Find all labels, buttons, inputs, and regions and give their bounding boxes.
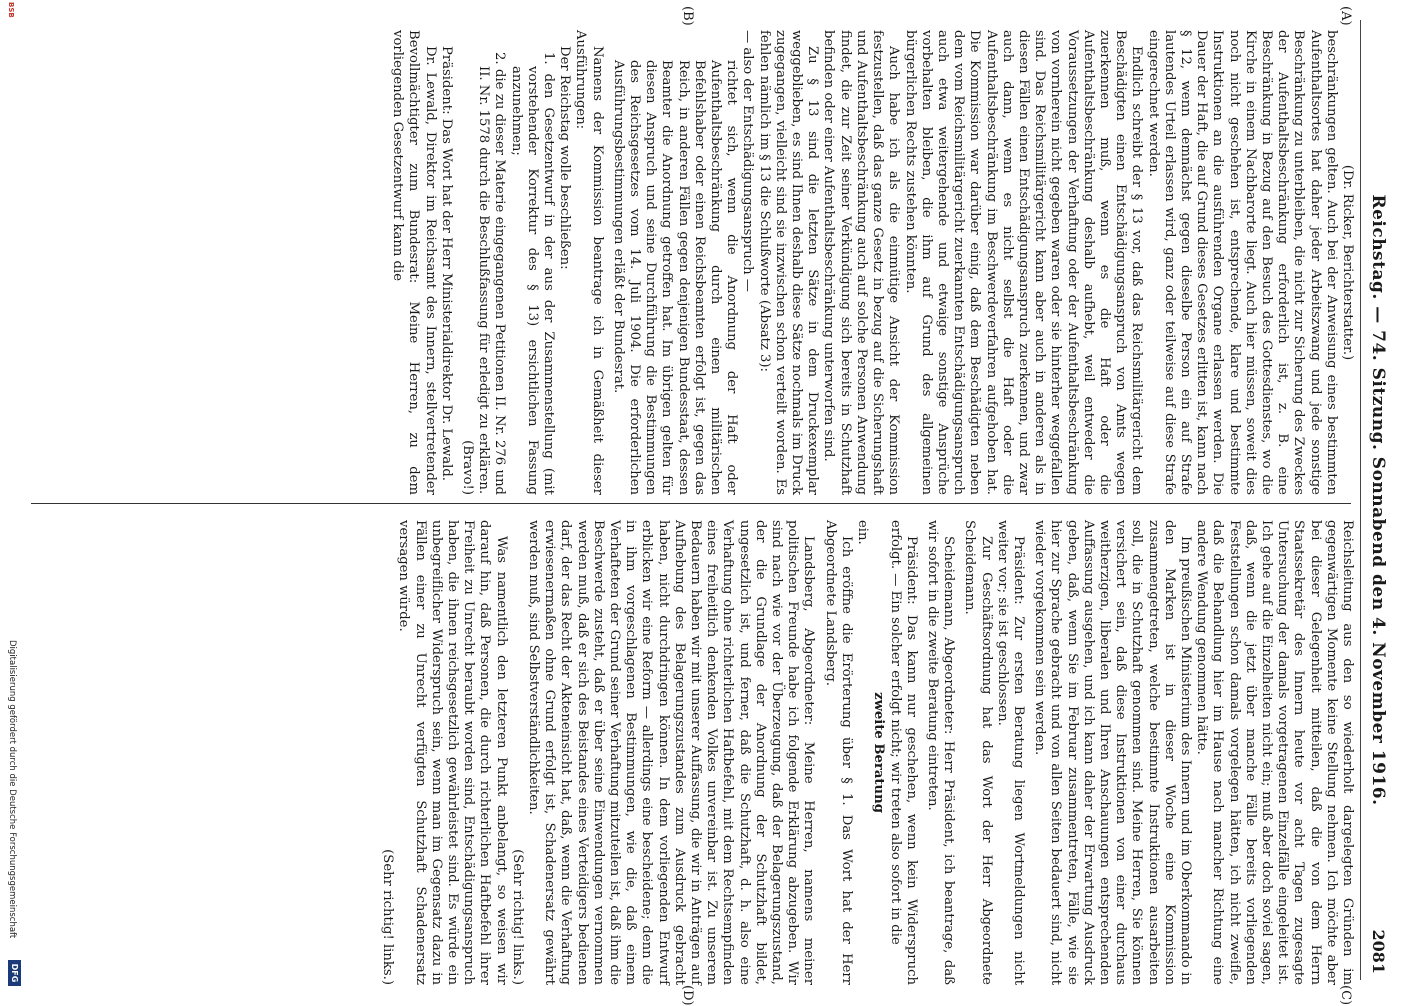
paragraph: Zu § 13 sind die letzten Sätze in dem Druckexemplar weggeblieben, es sind Ihnen deshalb diese Sätze nochmals im Druck zugegangen, vielleicht sind sie inzwischen schon verteilt worden. Es fehlen nämlich im § 13 die Schlußworte (Absatz 3): — [756, 30, 821, 495]
paragraph: Im preußischen Ministerium des Innern und im Oberkommando in den Marken ist in dieser Woche eine Kommission zusammengetreten, welche bestimmte Instruktionen ausarbeiten soll, die in Schutzhaft genommen sind. Meine Herren, Sie können versichert sein, daß diese Instruktionen von einer durchaus weitherzigen, liberalen und Ihren Anschauungen entsprechenden Auffassung ausgehen, und ich kann daher der Erwartung Ausdruck geben, daß, wenn Sie im Februar zusammentreten, Fälle, wie sie hier zur Sprache gebracht und von allen Seiten bedauert sind, nicht wieder vorgekommen sein werden. — [1032, 520, 1193, 985]
left-column — [389, 30, 1355, 495]
margin-mark-a: (A) — [1338, 6, 1353, 26]
paragraph: Dr. Lewald, Direktor im Reichsamt des Innern, stellvertretender Bevollmächtigter zum Bundesrat: Meine Herren, zu dem vorliegenden Gesetzentwurf kann die — [390, 30, 438, 495]
motion-item: 1. den Gesetzentwurf in der aus der Zusammenstellung (mit vorstehender Korrektur des § 13) ersichtlichen Fassung anzunehmen; — [508, 52, 557, 495]
page-title: Reichstag. — 74. Sitzung. Sonnabend den 4. November 1916. — [1368, 194, 1388, 806]
interjection: (Sehr richtig! links.) — [380, 849, 396, 985]
interjection: (Sehr richtig! links.) — [509, 849, 525, 985]
paragraph: ein. — [855, 520, 871, 545]
paragraph: Landsberg, Abgeordneter: Meine Herren, namens meiner politischen Freunde habe ich folgende Erklärung abzugeben. Wir sind nach wie vor der Überzeugung, daß der Belagerungszustand, der die Grundlage der Anordnung der Schutzhaft bildet, ungesetzlich ist, und ferner, daß die Schutzhaft, d. h. also eine Verhaftung ohne richterlichen Haftbefehl, mit dem Rechtsempfinden eines freiheitlich denkenden Volkes unvereinbar ist. Zu unserem Bedauern haben wir mit unserer Auffassung, die wir in Anträgen auf Aufhebung des Belagerungszustandes zum Ausdruck gebracht haben, nicht durchdringen können. In dem vorliegenden Entwurf erblicken wir eine Reform — allerdings eine bescheidene; denn die in ihm vorgeschlagenen Bestimmungen, wie die, daß einem Verhafteten der Grund seiner Verhaftung mitzuteilen ist, daß ihm die Beschwerde zusteht, daß er über seine Einwendungen vernommen werden muß, daß er sich des Beistandes eines Verteidigers bedienen darf, der das Recht der Akteneinsicht hat, daß, wenn die Verhaftung erwiesenermaßen ohne Grund erfolgt ist, Schadenersatz gewährt werden muß, sind Selbstverständlichkeiten. — [526, 520, 817, 985]
margin-mark-b: (B) — [680, 6, 695, 26]
dfg-logo: DFG — [8, 960, 21, 986]
motion-item: 2. die zu dieser Materie eingegangenen Petitionen II. Nr. 276 und II. Nr. 1578 durch die Beschlußfassung für erledigt zu erklären. — [476, 52, 508, 495]
paragraph: Ich eröffne die Erörterung über § 1. Das Wort hat der Herr Abgeordnete Landsberg. — [822, 520, 854, 985]
paragraph: Auch habe ich als die einmütige Ansicht der Kommission festzustellen, daß das ganze Gesetz in bezug auf die Sicherungshaft und Aufenthaltsbeschränkung auch auf solche Personen Anwendung findet, die zur Zeit seiner Verkündigung sich bereits in Schutzhaft befinden oder einer Aufenthaltsbeschränkung unterworfen sind. — [821, 30, 902, 495]
paragraph: beschränkungen gelten. Auch bei der Anweisung eines bestimmten Aufenthaltsortes hat daher jeder Arbeitszwang und jede sonstige Beschränkung zu unterbleiben, die nicht zur Sicherung des Zweckes der Aufenthaltsbeschränkung erforderlich ist, z. B. eine Beschränkung in Bezug auf den Besuch des Gottesdienstes, wo die Kirche in einem Nachbarorte liegt. Auch hier müssen, soweit dies noch nicht geschehen ist, entsprechende, klare und bestimmte Instruktionen an die ausführenden Organe erlassen werden. Die Dauer der Haft, die auf Grund dieses Gesetzes erlitten ist, kann nach § 12, wenn demnächst gegen dieselbe Person ein auf Strafe lautendes Urteil erlassen wird, ganz oder teilweise auf diese Strafe eingerechnet werden. — [1145, 30, 1339, 495]
paragraph: Scheidemann, Abgeordneter: Herr Präsident, ich beantrage, daß wir sofort in die zweite Beratung eintreten. — [924, 520, 957, 985]
page-number: 2081 — [1369, 929, 1388, 974]
speaker-note: (Dr. Ricker, Berichterstatter.) — [1340, 164, 1355, 361]
paragraph: Endlich schreibt der § 13 vor, daß das Reichsmilitärgericht dem Beschädigten einen Entschädigungsanspruch von Amts wegen zuerkennen muß, wenn es die Haft oder die Aufenthaltsbeschränkung deshalb aufhebt, weil entweder die Voraussetzungen der Verhaftung oder der Aufenthaltsbeschränkung von vornherein nicht gegeben waren oder sie hinterher weggefallen sind. Das Reichsmilitärgericht kann aber auch in anderen als in diesen Fällen einen Entschädigungsanspruch zuerkennen, und zwar auch dann, wenn es nicht selbst die Haft oder die Aufenthaltsbeschränkung im Beschwerdeverfahren aufgehoben hat. Die Kommission war darüber einig, daß dem Beschädigten neben dem vom Reichsmilitärgericht zuerkannten Entschädigungsanspruch auch etwa weitergehende und etwaige sonstige Ansprüche vorbehalten bleiben, die ihm auf Grund des allgemeinen bürgerlichen Rechts zustehen könnten. — [902, 30, 1145, 495]
paragraph: — also der Entschädigungsanspruch — — [740, 30, 756, 292]
quoted-text: richtet sich, wenn die Anordnung der Haft oder Aufenthaltsbeschränkung durch einen militärischen Befehlshaber oder einen Reichsbeamten erfolgt ist, gegen das Reich, in anderen Fällen gegen denjenigen Bundesstaat, dessen Beamter die Anordnung getroffen hat. Im übrigen gelten für diesen Anspruch und seine Durchführung die Bestimmungen des Reichsgesetzes vom 14. Juli 1904. Die erforderlichen Ausführungsbestimmungen erläßt der Bundesrat. — [610, 60, 740, 495]
paragraph: Präsident: Das kann nur geschehen, wenn kein Widerspruch erfolgt. — Ein solcher erfolgt nicht; wir treten also sofort in die — [887, 520, 919, 985]
section-heading: zweite Beratung — [871, 692, 887, 813]
library-mark: BSB — [7, 2, 15, 18]
right-column — [379, 520, 1355, 985]
motion-intro: Der Reichstag wolle beschließen: — [557, 46, 573, 270]
margin-mark-d: (D) — [680, 985, 695, 1006]
paragraph: Was namentlich den letzteren Punkt anbelangt, so weisen wir darauf hin, daß Personen, die durch richterlichen Haftbefehl ihrer Freiheit zu Unrecht beraubt worden sind, Entschädigungsanspruch haben, die ihnen reichsgesetzlich gewährleistet sind. Es würde ein unbegreiflicher Widerspruch sein, wenn man im Gegensatz dazu in Fällen einer zu Unrecht verfügten Schutzhaft Schadenersatz versagen würde. — [396, 520, 509, 985]
paragraph: Reichsleitung aus den so wiederholt dargelegten Gründen im gegenwärtigen Momente keine Stellung nehmen. Ich möchte aber bei dieser Gelegenheit mitteilen, daß die von dem Herrn Staatssekretär des Innern heute vor acht Tagen zugesagte Untersuchung der damals vorgetragenen Einzelfälle eingeleitet ist. Ich gehe auf die Einzelheiten nicht ein; muß aber doch soviel sagen, daß, wenn die jetzt über manche Fälle bereits vorliegenden Feststellungen schon damals vorgelegen hätten, ich nicht zweifle, daß die Behandlung hier im Hause nach mancher Richtung eine andere Wendung genommen hätte. — [1194, 520, 1355, 985]
paragraph: Präsident: Das Wort hat der Herr Ministerialdirektor Dr. Lewald. — [438, 46, 454, 481]
page-header — [1360, 20, 1391, 980]
paragraph: Zur Geschäftsordnung hat das Wort der Herr Abgeordnete Scheidemann. — [962, 520, 994, 985]
margin-mark-c: (C) — [1338, 985, 1353, 1006]
paragraph: Namens der Kommission beantrage ich in Gemäßheit dieser Ausführungen: — [573, 30, 605, 495]
column-divider — [31, 503, 1351, 504]
funding-credit: Digitalisierung gefördert durch die Deutsche Forschungsgemeinschaft — [7, 640, 17, 939]
applause-note: (Bravo!) — [460, 440, 476, 495]
paragraph: Präsident: Zur ersten Beratung liegen Wortmeldungen nicht weiter vor; sie ist geschlossen. — [994, 520, 1026, 985]
